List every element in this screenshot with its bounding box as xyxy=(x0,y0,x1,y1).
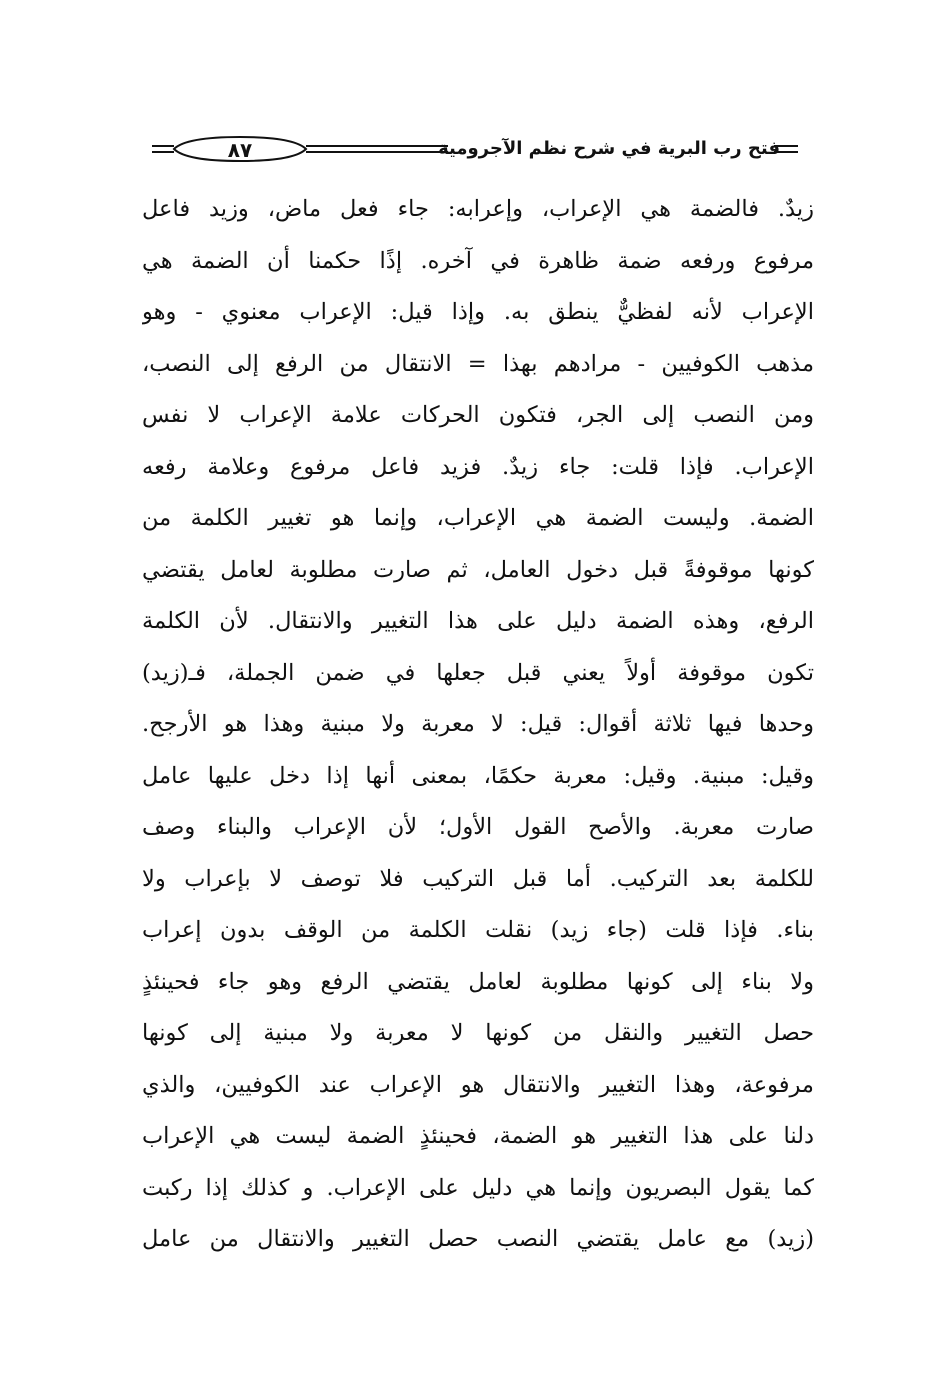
text-line: الإعراب. فإذا قلت: جاء زيدٌ. فزيد فاعل مرفوع وعلامة رفعه xyxy=(142,453,814,480)
running-title: فتح رب البرية في شرح نظم الآجرومية xyxy=(438,138,780,159)
page-number: ٨٧ xyxy=(227,138,253,162)
text-line: كما يقول البصريون وإنما هي دليل على الإعراب. و كذلك إذا ركبت xyxy=(142,1174,814,1201)
text-line: للكلمة بعد التركيب. أما قبل التركيب فلا توصف لا بإعراب ولا xyxy=(142,865,814,892)
text-line: مذهب الكوفيين - مرادهم بهذا = الانتقال من الرفع إلى النصب، xyxy=(142,350,814,377)
text-line: صارت معربة. والأصح القول الأول؛ لأن الإعراب والبناء وصف xyxy=(142,814,814,840)
text-line: الإعراب لأنه لفظيٌّ ينطق به. وإذا قيل: الإعراب معنوي - وهو xyxy=(142,299,814,325)
text-line: وحدها فيها ثلاثة أقوال: قيل: لا معربة ولا مبنية وهذا هو الأرجح. xyxy=(142,711,814,737)
text-line: بناء. فإذا قلت (جاء زيد) نقلت الكلمة من الوقف بدون إعراب xyxy=(142,917,814,943)
text-line: (زيد) مع عامل يقتضي النصب حصل التغيير والانتقال من عامل xyxy=(142,1226,814,1252)
text-line: وقيل: مبنية. وقيل: معربة حكمًا، بمعنى أنها إذا دخل عليها عامل xyxy=(142,762,814,789)
page-header xyxy=(148,128,798,174)
text-line: كونها موقوفةً قبل دخول العامل، ثم صارت مطلوبة لعامل يقتضي xyxy=(142,556,814,583)
text-line: مرفوعة، وهذا التغيير والانتقال هو الإعراب عند الكوفيين، والذي xyxy=(142,1071,814,1098)
text-line: حصل التغيير والنقل من كونها لا معربة ولا مبنية إلى كونها xyxy=(142,1020,814,1046)
text-line: الرفع، وهذه الضمة دليل على هذا التغيير والانتقال. لأن الكلمة xyxy=(142,608,814,634)
body-text xyxy=(142,184,814,1266)
text-line: ولا بناء إلى كونها مطلوبة لعامل يقتضي الرفع وهو جاء فحينئذٍ xyxy=(142,968,814,995)
text-line: الضمة. وليست الضمة هي الإعراب، وإنما هو تغيير الكلمة من xyxy=(142,505,814,531)
text-line: ومن النصب إلى الجر، فتكون الحركات علامة الإعراب لا نفس xyxy=(142,402,814,428)
text-line: زيدٌ. فالضمة هي الإعراب، وإعرابه: جاء فعل ماض، وزيد فاعل xyxy=(142,196,814,222)
text-line: تكون موقوفة أولاً يعني قبل جعلها في ضمن الجملة، فـ(زيد) xyxy=(142,659,814,686)
text-line: مرفوع ورفعه ضمة ظاهرة في آخره. إذًا حكمنا أن الضمة هي xyxy=(142,247,814,274)
text-line: دلنا على هذا التغيير هو الضمة، فحينئذٍ الضمة ليست هي الإعراب xyxy=(142,1123,814,1149)
